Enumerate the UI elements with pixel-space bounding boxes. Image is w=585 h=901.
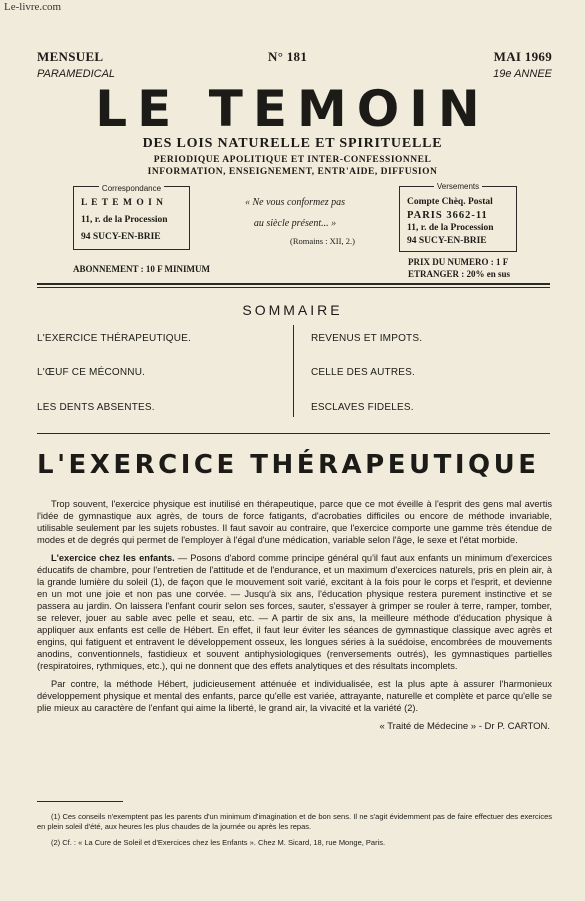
- sommaire-rule: [37, 433, 550, 434]
- footnote-1: (1) Ces conseils n'exemptent pas les parents d'un minimum d'imagination et de bon sens. Il ne s'agit évidemment pas de faire effectuer des exercices en plein soleil d'été, aux heures les plus chaudes de la journée ou après les repas.: [37, 812, 552, 831]
- correspondance-line-1: L E T E M O I N: [81, 198, 165, 208]
- correspondance-line-3: 94 SUCY-EN-BRIE: [81, 232, 161, 242]
- article-paragraph-3: Par contre, la méthode Hébert, judicieusement atténuée et individualisée, est la plus apte à assurer l'harmonieux développement physique et mental des enfants, parce qu'elle est variée, attrayante, naturelle et complète et parce qu'elle se plie mieux au caractère de l'enfant qui aime la liberté, le grand air, la vivacité et la variété (2).: [37, 679, 552, 713]
- versements-box: [399, 182, 517, 252]
- article-title: L'EXERCICE THÉRAPEUTIQUE: [37, 450, 540, 480]
- article-paragraph-2-text: — Posons d'abord comme principe général qu'il faut aux enfants un minimum d'exercices éducatifs de chambre, pour l'entretien de l'attitude et de l'endurance, et un maximum d'exercices naturels, pris en plein air, à la grande lumière du soleil (1), de façon que le mouvement soit varié, excitant à la fois pour le corps et l'esprit, et devienne en un mot une joie et non pas une corvée. — Jusqu'à six ans, l'éducation physique restera purement instinctive et se passera au jardin. On laissera l'enfant courir selon ses forces, sauter, s'essayer à grimper se rouler à terre, ramper, tomber, se relever, jouer au sable avec pelle et seau, etc. — A partir de six ans, la meilleure méthode d'éducation physique à appliquer aux enfants est celle de Hébert. En effet, il faut leur éviter les séances de gymnastique classique avec agrès et engins, qui fatiguent et entravent le développement osseux, les longues séries à la suédoise, encombrées de mouvements anodins, conventionnels, fastidieux et souvent antiphysiologiques (renversements outrés), les gymnastiques partielles (respiratoires, rythmiques, etc.), qui ne donnent que des effets analytiques et des résultats incomplets.: [37, 553, 553, 671]
- issue-number: N° 181: [268, 49, 308, 64]
- header-rule-bottom: [37, 287, 550, 288]
- quote-line-1: « Ne vous conformez pas: [245, 197, 345, 208]
- sommaire-item-right-2[interactable]: CELLE DES AUTRES.: [311, 367, 415, 378]
- subscription-text: ABONNEMENT : 10 F MINIMUM: [73, 264, 210, 274]
- sommaire-title: SOMMAIRE: [242, 302, 343, 318]
- newspaper-tagline-1: PERIODIQUE APOLITIQUE ET INTER-CONFESSIONNEL: [153, 155, 432, 165]
- price-line-2: ETRANGER : 20% en sus: [408, 269, 511, 279]
- mensuel-label: MENSUEL: [37, 49, 104, 64]
- correspondance-label: Correspondance: [99, 184, 164, 193]
- newspaper-subtitle: DES LOIS NATURELLE ET SPIRITUELLE: [142, 136, 443, 151]
- quote-reference: (Romains : XII, 2.): [290, 236, 355, 246]
- sommaire-divider: [293, 325, 294, 417]
- article-paragraph-2-lead: L'exercice chez les enfants.: [51, 553, 175, 563]
- sommaire-item-left-3[interactable]: LES DENTS ABSENTES.: [37, 402, 155, 413]
- newspaper-tagline-2: INFORMATION, ENSEIGNEMENT, ENTR'AIDE, DIFFUSION: [147, 167, 438, 177]
- versements-line-1: Compte Chèq. Postal: [407, 197, 493, 207]
- article-paragraph-1: Trop souvent, l'exercice physique est inutilisé en thérapeutique, parce que ce mot éveille à l'esprit des gens mal avertis l'idée de gymnastique aux agrès, de tours de force fatigants, d'acrobaties difficiles ou encore de méthode invariable, utilisable seulement par les sujets robustes. Il faut savoir au contraire, que l'exercice comporte une gamme très étendue de modes et de degrés qui permet de l'employer à l'égal d'une médication, variable selon l'âge, le sexe et l'état morbide.: [37, 499, 552, 545]
- year-label: 19e ANNEE: [493, 68, 552, 80]
- watermark-text: Le-livre.com: [4, 1, 62, 13]
- footnote-2: (2) Cf. : « La Cure de Soleil et d'Exercices chez les Enfants ». Chez M. Sicard, 18, rue Monge, Paris.: [51, 838, 386, 847]
- newspaper-title: LE TEMOIN: [95, 80, 490, 138]
- correspondance-box: [73, 186, 190, 250]
- versements-label: Versements: [434, 182, 482, 191]
- article-signature: « Traité de Médecine » - Dr P. CARTON.: [379, 721, 550, 732]
- footnotes: [37, 812, 552, 848]
- sommaire-item-right-1[interactable]: REVENUS ET IMPOTS.: [311, 333, 423, 344]
- correspondance-line-2: 11, r. de la Procession: [81, 215, 168, 225]
- issue-date: MAI 1969: [493, 49, 552, 64]
- versements-line-4: 94 SUCY-EN-BRIE: [407, 236, 487, 246]
- price-line-1: PRIX DU NUMERO : 1 F: [408, 257, 509, 267]
- sommaire-item-right-3[interactable]: ESCLAVES FIDELES.: [311, 402, 414, 413]
- article-paragraph-2: [37, 552, 552, 672]
- article-body: [37, 498, 552, 732]
- quote-line-2: au siècle présent... »: [253, 218, 337, 229]
- header-rule-top: [37, 283, 550, 285]
- sommaire-item-left-2[interactable]: L'ŒUF CE MÉCONNU.: [37, 367, 146, 378]
- paramedical-label: PARAMEDICAL: [37, 68, 116, 80]
- footnote-rule: [37, 801, 123, 802]
- versements-line-2: PARIS 3662-11: [407, 210, 488, 221]
- sommaire-item-left-1[interactable]: L'EXERCICE THÉRAPEUTIQUE.: [37, 333, 191, 344]
- versements-line-3: 11, r. de la Procession: [407, 223, 494, 233]
